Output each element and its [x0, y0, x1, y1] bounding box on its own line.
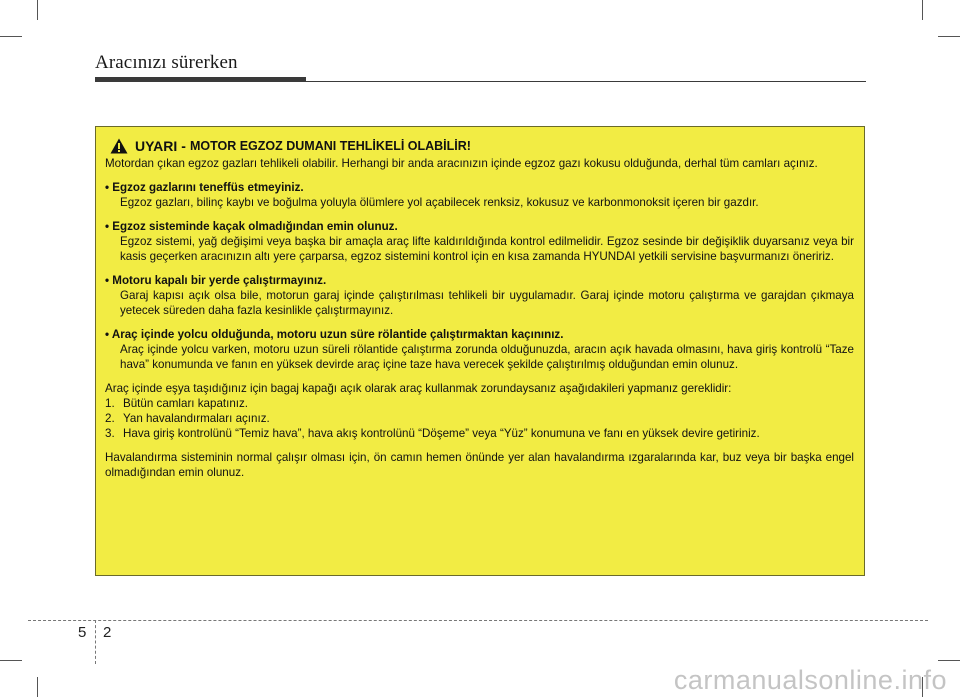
header-rule-thick: [95, 77, 306, 82]
step-text: Yan havalandırmaları açınız.: [123, 412, 270, 425]
page-number: 2: [103, 624, 112, 641]
step-number: 2.: [105, 412, 115, 425]
bullet-text: Egzoz sistemi, yağ değişimi veya başka bir amaçla araç lifte kaldırıldığında kontrol edilmelidir. Egzoz sesinde bir değişiklik duyarsanız veya bir kasis geçerken aracınızın altı yere çarparsa, egzoz sistemini kontrol için en kısa zamanda HYUNDAI yetkili servisine başvurmanızı öneririz.: [120, 235, 854, 263]
warning-label: UYARI: [135, 137, 178, 154]
bullet-heading: • Motoru kapalı bir yerde çalıştırmayınız.: [105, 274, 327, 287]
crop-mark: [938, 36, 960, 37]
bullet-text: Egzoz gazları, bilinç kaybı ve boğulma yoluyla ölümlere yol açabilecek renksiz, kokusuz ve karbonmonoksit içeren bir gazdır.: [120, 196, 759, 209]
closing-note: Havalandırma sisteminin normal çalışır olması için, ön camın hemen önünde yer alan havalandırma ızgaralarında kar, buz veya bir başka engel olmadığından emin olunuz.: [105, 451, 854, 479]
warning-box: [95, 126, 865, 576]
step-item: [105, 426, 854, 441]
crop-mark: [0, 660, 22, 661]
crop-mark: [37, 0, 38, 20]
step-item: [105, 396, 854, 411]
bullet-heading: • Egzoz gazlarını teneffüs etmeyiniz.: [105, 181, 304, 194]
warning-triangle-icon: [110, 138, 128, 154]
footer-divider: [28, 620, 928, 621]
watermark: carmanualsonline.info: [673, 665, 947, 695]
step-text: Bütün camları kapatınız.: [123, 397, 249, 410]
bullet-heading: • Egzoz sisteminde kaçak olmadığından emin olunuz.: [105, 220, 398, 233]
warning-title: MOTOR EGZOZ DUMANI TEHLİKELİ OLABİLİR!: [189, 138, 471, 153]
warning-intro: Motordan çıkan egzoz gazları tehlikeli olabilir. Herhangi bir anda aracınızın içinde egzoz gazı kokusu olduğunda, derhal tüm camları açınız.: [105, 157, 818, 170]
step-number: 3.: [105, 427, 115, 440]
crop-mark: [0, 36, 22, 37]
chapter-number: 5: [78, 624, 87, 641]
section-title: Aracınızı sürerken: [95, 52, 238, 73]
step-text: Hava giriş kontrolünü “Temiz hava”, hava akış kontrolünü “Döşeme” veya “Yüz” konumuna ve fanı en yüksek devire getiriniz.: [123, 427, 760, 440]
warning-separator: -: [181, 137, 186, 154]
crop-mark: [37, 677, 38, 697]
crop-mark: [938, 660, 960, 661]
page-number-divider: [95, 620, 96, 664]
header-rule-thin: [306, 81, 866, 82]
crop-mark: [922, 0, 923, 20]
step-number: 1.: [105, 397, 115, 410]
bullet-text: Garaj kapısı açık olsa bile, motorun garaj içinde çalıştırılması tehlikeli bir uygulamadır. Garaj içinde motoru çalıştırma ve garajdan çıkmaya yetecek süreden daha fazla kesinlikle çalıştırmayınız.: [120, 289, 854, 317]
steps-list: [105, 396, 854, 441]
step-item: [105, 411, 854, 426]
bullet-text: Araç içinde yolcu varken, motoru uzun süreli rölantide çalıştırma zorunda olduğunuzda, aracın açık havada olmasını, hava giriş kontrolü “Taze hava” konumunda ve fanın en yüksek devirde araç içine taze hava verecek şekilde çalıştırılmış olduğundan emin olunuz.: [120, 343, 854, 371]
bullet-heading: • Araç içinde yolcu olduğunda, motoru uzun süre rölantide çalıştırmaktan kaçınınız.: [105, 328, 564, 341]
trunk-intro: Araç içinde eşya taşıdığınız için bagaj kapağı açık olarak araç kullanmak zorundaysanız aşağıdakileri yapmanız gereklidir:: [105, 382, 732, 395]
warning-header: [110, 137, 854, 155]
